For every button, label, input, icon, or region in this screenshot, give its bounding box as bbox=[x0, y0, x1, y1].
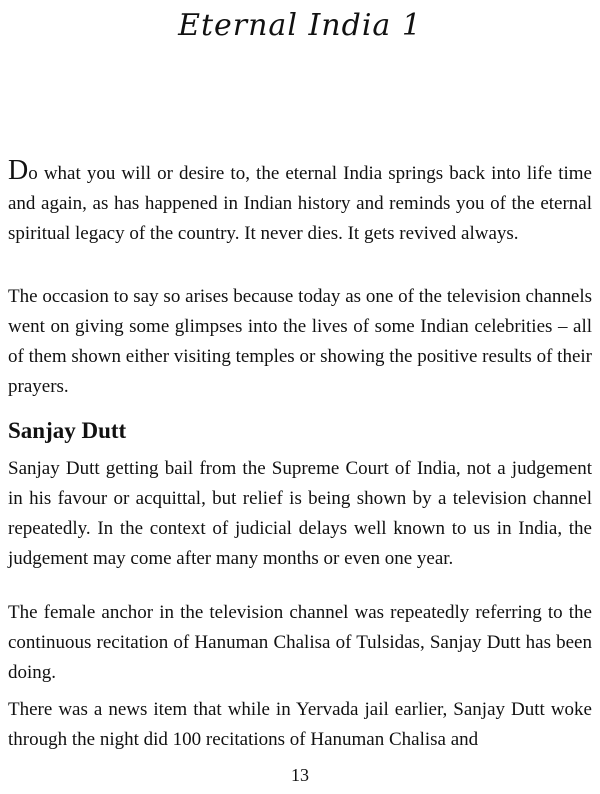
section-heading: Sanjay Dutt bbox=[8, 418, 127, 443]
paragraph-news-item: There was a news item that while in Yervada jail earlier, Sanjay Dutt woke through the night did 100 recitations of Hanuman Chalisa and bbox=[8, 699, 592, 750]
paragraph-intro bbox=[8, 156, 592, 249]
chapter-title: Eternal India 1 bbox=[178, 8, 422, 43]
paragraph-anchor: The female anchor in the television channel was repeatedly referring to the continuous recitation of Hanuman Chalisa of Tulsidas, Sanjay Dutt has been doing. bbox=[8, 602, 592, 683]
paragraph-intro-text: o what you will or desire to, the eternal India springs back into life time and again, as has happened in Indian history and reminds you of the eternal spiritual legacy of the country. It never dies. It gets revived always. bbox=[8, 163, 592, 244]
paragraph-bail: Sanjay Dutt getting bail from the Supreme Court of India, not a judgement in his favour or acquittal, but relief is being shown by a television channel repeatedly. In the context of judicial delays well known to us in India, the judgement may come after many months or even one year. bbox=[8, 458, 592, 569]
page-number: 13 bbox=[291, 765, 309, 785]
paragraph-occasion: The occasion to say so arises because today as one of the television channels went on giving some glimpses into the lives of some Indian celebrities – all of them shown either visiting temples or showing the positive results of their prayers. bbox=[8, 286, 592, 397]
drop-cap: D bbox=[8, 155, 29, 186]
